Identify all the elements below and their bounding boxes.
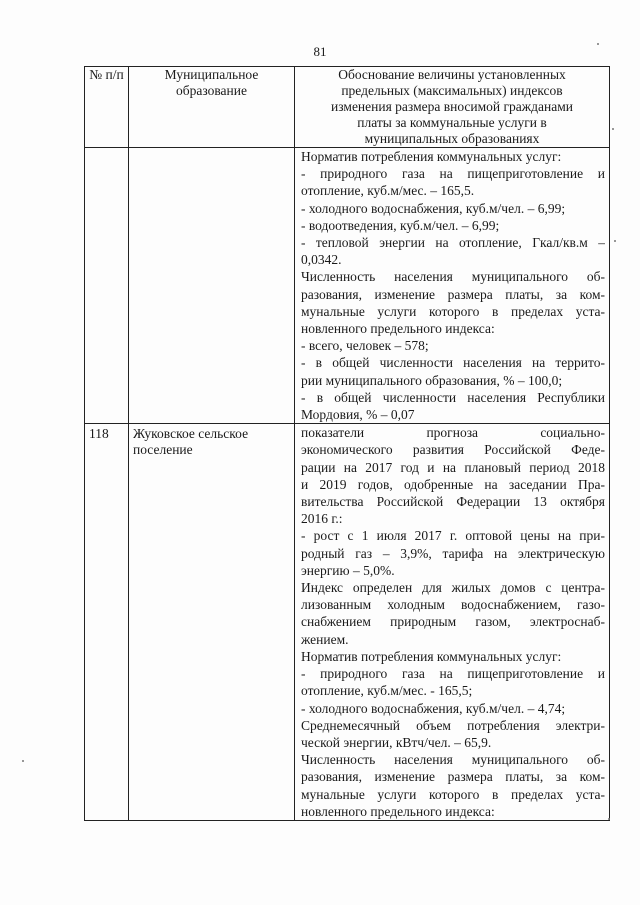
basis-text-line: - природного газа на пищеприготовление и xyxy=(301,666,605,682)
header-basis-line: изменения размера вносимой гражданами xyxy=(331,99,573,114)
basis-text-line: лизованным холодным водоснабжением, газо- xyxy=(301,597,605,613)
scan-speck xyxy=(597,43,599,45)
basis-text-line: - природного газа на пищеприготовление и xyxy=(301,166,605,182)
basis-text-line: рации на 2017 год и на плановый период 2018 xyxy=(301,459,605,475)
header-number: № п/п xyxy=(85,67,129,148)
basis-text-line: - холодного водоснабжения, куб.м/чел. – 6,99; xyxy=(301,200,566,216)
scan-speck xyxy=(608,818,610,820)
basis-text-line: Среднемесячный объем потребления электри- xyxy=(301,717,605,733)
row-basis xyxy=(295,148,610,424)
basis-text-line: - холодного водоснабжения, куб.м/чел. – 4,74; xyxy=(301,700,566,716)
header-basis-line: муниципальных образованиях xyxy=(364,131,540,146)
header-municipality: Муниципальное образование xyxy=(129,67,295,148)
row-municipality: Жуковское сельское поселение xyxy=(129,424,295,821)
basis-text-line: 2016 г.: xyxy=(301,511,343,527)
basis-text-line: экономического развития Российской Феде- xyxy=(301,442,605,458)
basis-text-line: Норматив потребления коммунальных услуг: xyxy=(301,648,562,664)
basis-text-line: новленного предельного индекса: xyxy=(301,803,495,819)
table-row xyxy=(85,424,610,821)
row-number xyxy=(85,148,129,424)
header-basis-line: предельных (максимальных) индексов xyxy=(341,83,563,98)
basis-text-line: Численность населения муниципального об- xyxy=(301,752,605,768)
basis-text-line: отопление, куб.м/мес. - 165,5; xyxy=(301,683,473,699)
scan-speck xyxy=(612,128,614,130)
basis-text-line: - в общей численности населения на террито- xyxy=(301,355,605,371)
basis-text-line: снабжением природным газом, электроснаб- xyxy=(301,614,605,630)
basis-text-line: отопление, куб.м/мес. – 165,5. xyxy=(301,183,475,199)
basis-text-line: Норматив потребления коммунальных услуг: xyxy=(301,149,562,164)
basis-text-line: энергию – 5,0%. xyxy=(301,562,395,578)
table-row xyxy=(85,148,610,424)
basis-text-line: показатели прогноза социально- xyxy=(301,425,605,441)
basis-text-line: Мордовия, % – 0,07 xyxy=(301,407,415,423)
basis-text-line: Численность населения муниципального об- xyxy=(301,269,605,285)
basis-text-line: мунальные услуги которого в пределах уста- xyxy=(301,786,605,802)
scan-speck xyxy=(614,240,616,242)
basis-text-line: мунальные услуги которого в пределах уста- xyxy=(301,303,605,319)
basis-text-line: и 2019 годов, одобренные на заседании Пра- xyxy=(301,476,605,492)
basis-text-line: рии муниципального образования, % – 100,0; xyxy=(301,372,563,388)
header-basis-line: Обоснование величины установленных xyxy=(338,67,566,82)
basis-text-line: новленного предельного индекса: xyxy=(301,321,495,337)
basis-text-line: родный газ – 3,9%, тарифа на электрическую xyxy=(301,545,605,561)
basis-text-line: разования, изменение размера платы, за ком- xyxy=(301,286,605,302)
row-basis xyxy=(295,424,610,821)
municipal-index-table xyxy=(84,66,610,821)
basis-text-line: ческой энергии, кВтч/чел. – 65,9. xyxy=(301,734,492,750)
header-basis xyxy=(295,67,610,148)
basis-text-line: - тепловой энергии на отопление, Гкал/кв.м – xyxy=(301,235,605,251)
basis-text-line: Индекс определен для жилых домов с центра- xyxy=(301,580,605,596)
row-municipality xyxy=(129,148,295,424)
basis-text-line: разования, изменение размера платы, за ком- xyxy=(301,769,605,785)
header-basis-line: платы за коммунальные услуги в xyxy=(357,115,547,130)
basis-text-line: - водоотведения, куб.м/чел. – 6,99; xyxy=(301,217,500,233)
basis-text-line: жением. xyxy=(301,631,349,647)
basis-text-line: - в общей численности населения Республики xyxy=(301,389,605,405)
basis-text-line: 0,0342. xyxy=(301,252,342,268)
row-number: 118 xyxy=(85,424,129,821)
page-number: 81 xyxy=(313,44,327,59)
table-header-row xyxy=(85,67,610,148)
basis-text-line: - рост с 1 июля 2017 г. оптовой цены на при- xyxy=(301,528,605,544)
basis-text-line: вительства Российской Федерации 13 октября xyxy=(301,494,605,510)
scan-speck xyxy=(22,760,24,762)
basis-text-line: - всего, человек – 578; xyxy=(301,338,429,354)
